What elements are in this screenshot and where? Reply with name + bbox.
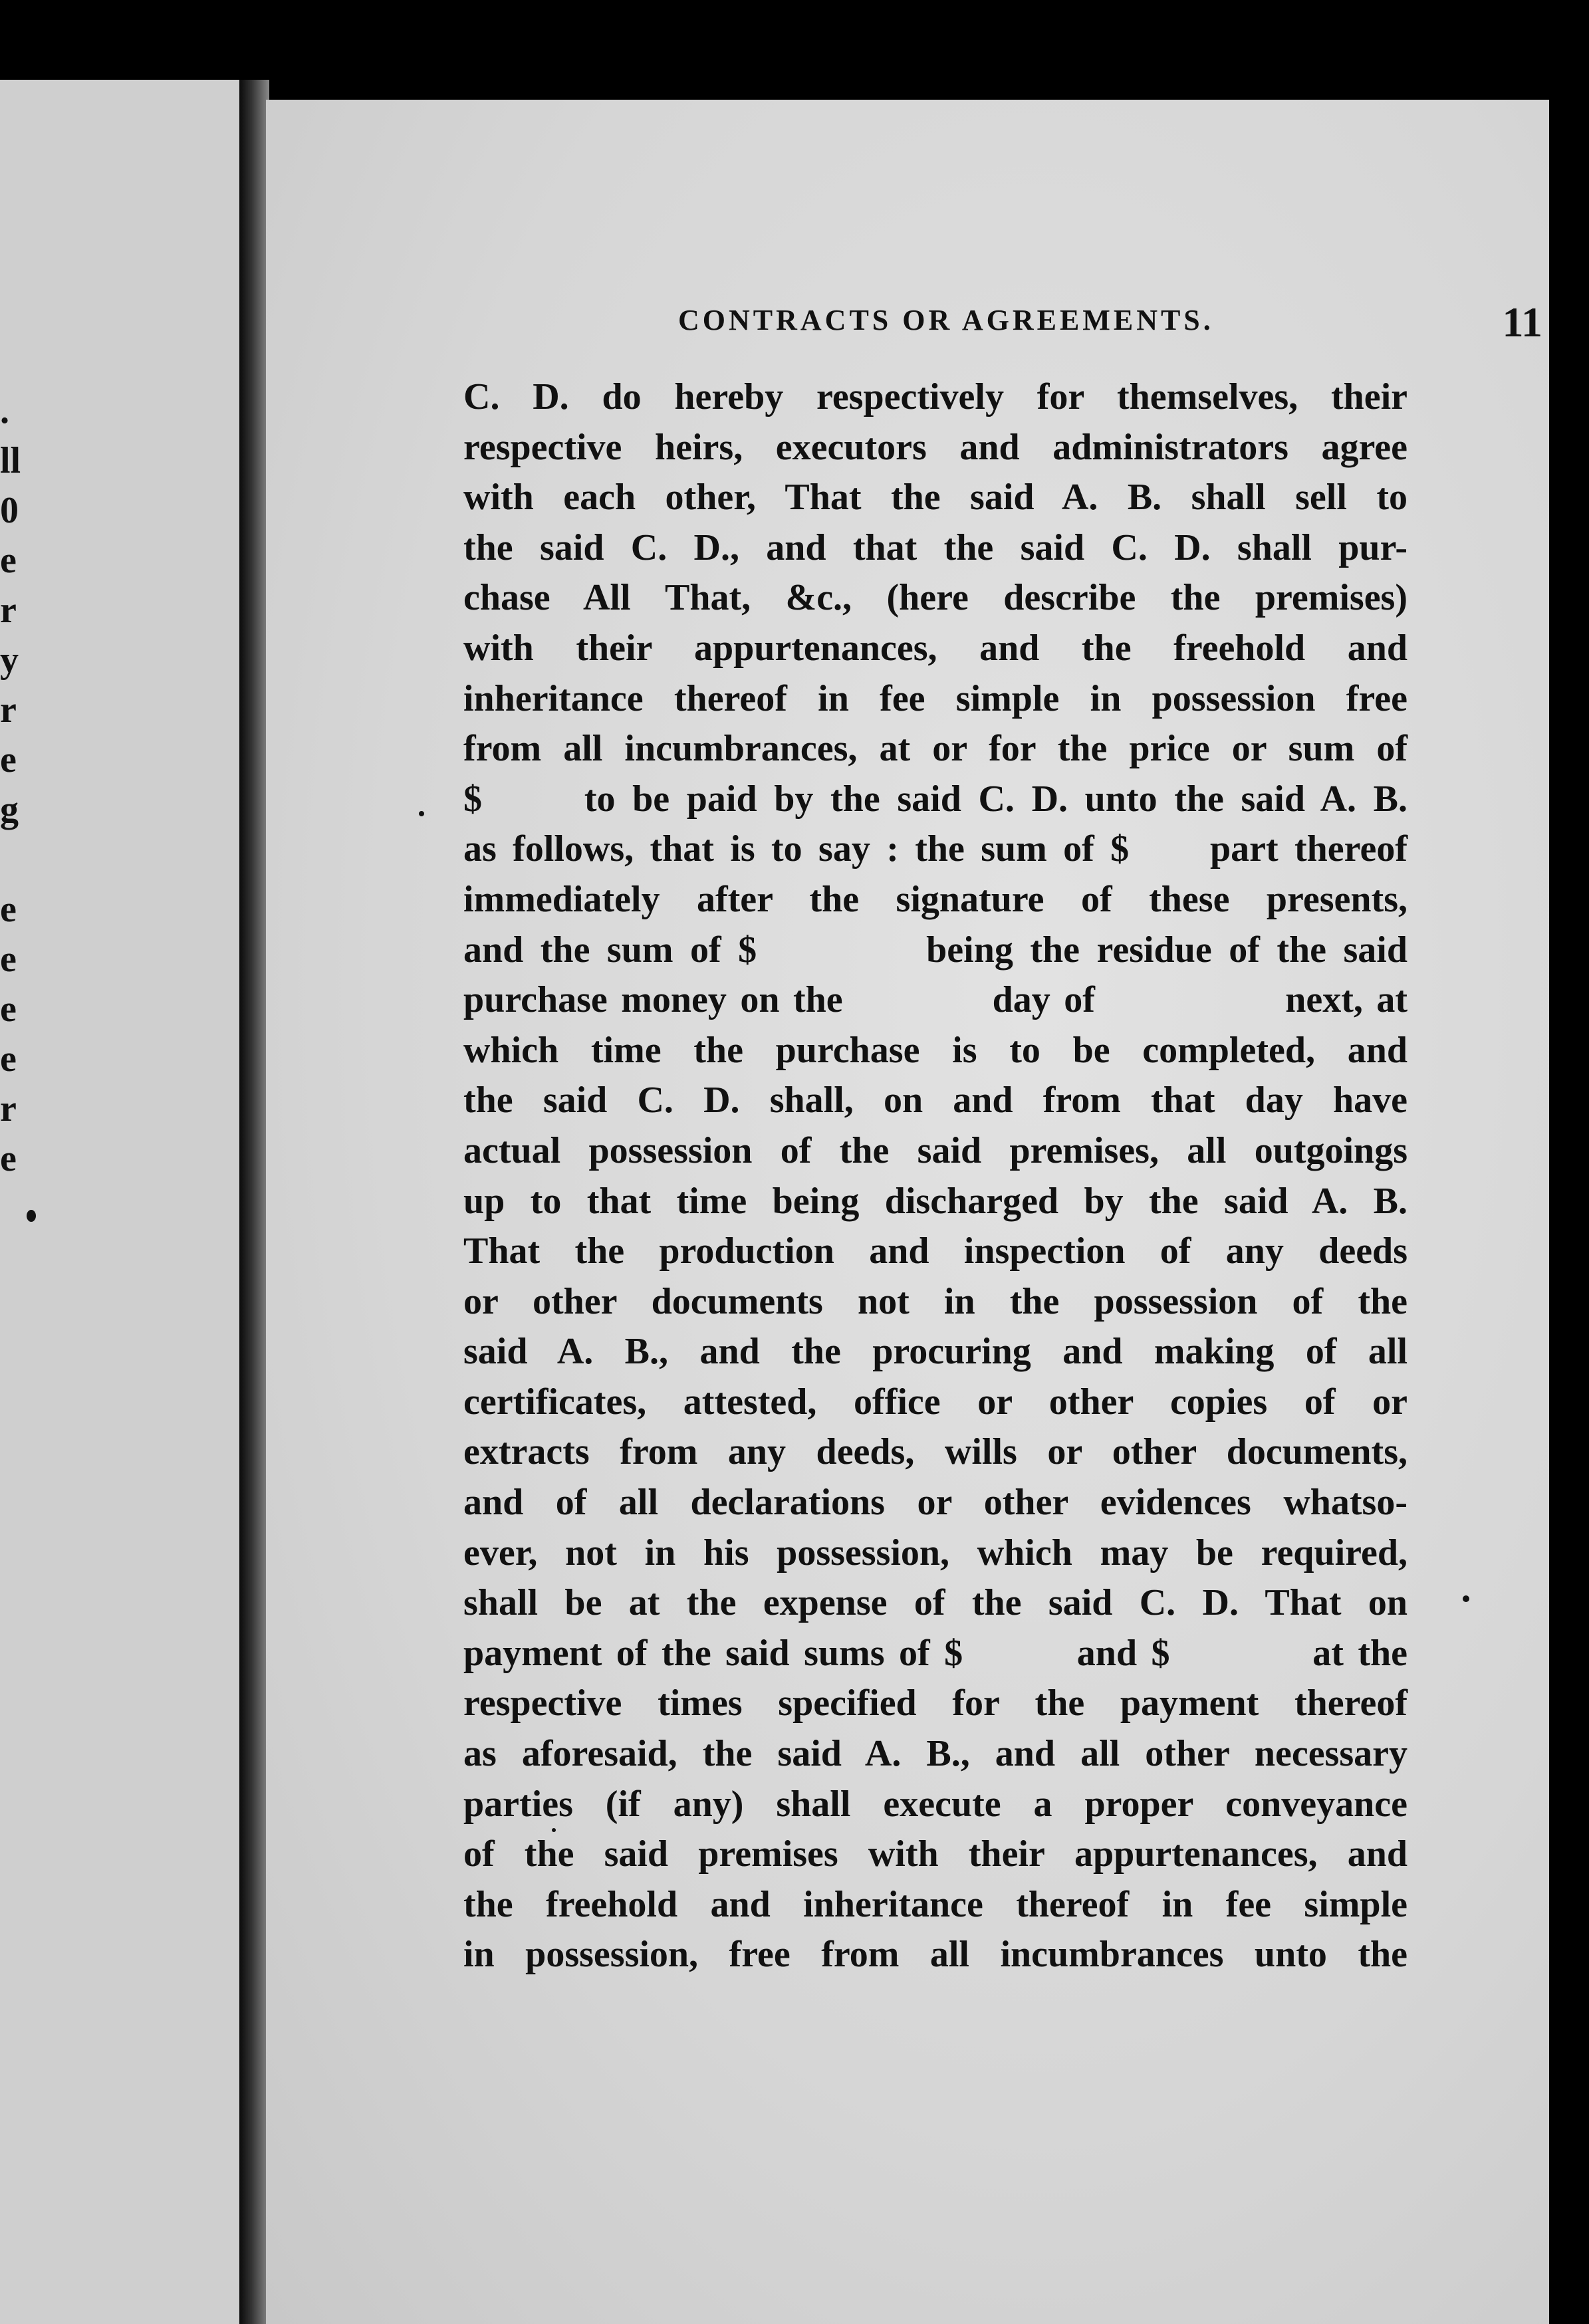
facing-page-fragment: 0 xyxy=(0,490,19,531)
text-line: That the production and inspection of any deeds xyxy=(463,1230,1407,1272)
text-line: the freehold and inheritance thereof in fee simple xyxy=(463,1883,1407,1925)
facing-page-fragment: e xyxy=(0,739,17,780)
text-line: chase All That, &c., (here describe the premises) xyxy=(463,577,1407,619)
facing-page-fragment: r xyxy=(0,1088,17,1129)
facing-page-fragment: e xyxy=(0,1038,17,1080)
ink-speck xyxy=(552,1828,556,1832)
book-gutter xyxy=(239,80,269,2324)
text-line: inheritance thereof in fee simple in possession free xyxy=(463,677,1407,719)
text-line: respective heirs, executors and administrators agree xyxy=(463,426,1407,468)
text-line: as aforesaid, the said A. B., and all other necessary xyxy=(463,1733,1407,1775)
facing-page-fragment: e xyxy=(0,540,17,581)
facing-page-fragment: e xyxy=(0,939,17,980)
ink-speck xyxy=(27,1210,36,1222)
facing-page-fragment: . xyxy=(0,390,9,431)
text-line: $ to be paid by the said C. D. unto the said A. B. xyxy=(463,778,1407,820)
text-line: as follows, that is to say : the sum of $ part thereof xyxy=(463,828,1407,870)
text-line: and the sum of $ being the residue of the said xyxy=(463,929,1407,971)
text-line: of the said premises with their appurtenances, and xyxy=(463,1833,1407,1875)
facing-page-fragment: e xyxy=(0,1138,17,1179)
text-line: the said C. D., and that the said C. D. shall pur- xyxy=(463,526,1407,568)
running-head xyxy=(678,298,1542,356)
book-page xyxy=(266,100,1549,2324)
text-line: purchase money on the day of next, at xyxy=(463,979,1407,1021)
facing-page-fragment: g xyxy=(0,789,19,830)
text-line: payment of the said sums of $ and $ at the xyxy=(463,1632,1407,1674)
facing-page-edge xyxy=(0,80,239,2324)
facing-page-fragment: r xyxy=(0,590,17,631)
text-line: parties (if any) shall execute a proper conveyance xyxy=(463,1783,1407,1825)
text-line: which time the purchase is to be completed, and xyxy=(463,1029,1407,1071)
facing-page-fragment: r xyxy=(0,689,17,731)
page-number: 11 xyxy=(1502,298,1542,346)
text-line: respective times specified for the payment thereof xyxy=(463,1683,1407,1724)
text-line: said A. B., and the procuring and making of all xyxy=(463,1331,1407,1373)
text-line: with their appurtenances, and the freehold and xyxy=(463,627,1407,669)
text-line: extracts from any deeds, wills or other documents, xyxy=(463,1431,1407,1473)
ink-speck xyxy=(419,811,424,816)
text-line: the said C. D. shall, on and from that day have xyxy=(463,1080,1407,1121)
text-line: immediately after the signature of these presents, xyxy=(463,878,1407,920)
facing-page-fragment: y xyxy=(0,639,19,681)
text-line: in possession, free from all incumbrances unto the xyxy=(463,1934,1407,1976)
running-title: CONTRACTS OR AGREEMENTS. xyxy=(678,304,1214,336)
text-line: shall be at the expense of the said C. D. That on xyxy=(463,1582,1407,1624)
text-line: ever, not in his possession, which may be required, xyxy=(463,1532,1407,1573)
text-line: and of all declarations or other evidences whatso- xyxy=(463,1482,1407,1524)
body-text xyxy=(463,372,1407,1980)
text-line: or other documents not in the possession of the xyxy=(463,1280,1407,1322)
text-line: actual possession of the said premises, all outgoings xyxy=(463,1129,1407,1171)
text-line: up to that time being discharged by the said A. B. xyxy=(463,1180,1407,1222)
facing-page-fragment: e xyxy=(0,988,17,1030)
text-line: C. D. do hereby respectively for themselves, their xyxy=(463,376,1407,417)
ink-speck xyxy=(1463,1595,1469,1602)
text-line: certificates, attested, office or other copies of or xyxy=(463,1381,1407,1423)
text-line: with each other, That the said A. B. shall sell to xyxy=(463,477,1407,519)
facing-page-fragment: ll xyxy=(0,440,21,481)
facing-page-fragment: e xyxy=(0,889,17,930)
text-line: from all incumbrances, at or for the price or sum of xyxy=(463,728,1407,770)
